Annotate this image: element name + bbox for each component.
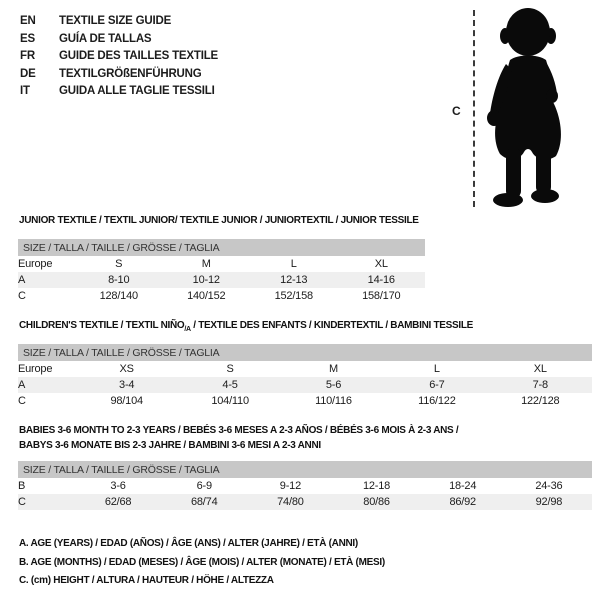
size-cell: 68/74 [190, 496, 218, 508]
size-row-height [18, 393, 592, 409]
children-title-post: / TEXTILE DES ENFANTS / KINDERTEXTIL / BAMBINI TESSILE [190, 320, 474, 331]
row-label: C [18, 290, 26, 302]
babies-title-line2: BABYS 3-6 MONATE BIS 2-3 JAHRE / BAMBINI 3-6 MESI A 2-3 ANNI [19, 440, 321, 451]
note-b-age-months: B. AGE (MONTHS) / EDAD (MESES) / ÂGE (MOIS) / ALTER (MONATE) / ETÀ (MESI) [19, 556, 385, 568]
size-cell: 122/128 [521, 395, 560, 407]
size-cell: 10-12 [192, 274, 220, 286]
legend-notes [19, 535, 385, 591]
size-cell: 158/170 [362, 290, 401, 302]
size-cell: 12-18 [362, 480, 391, 492]
lang-row-en [20, 13, 218, 31]
size-row-europe [18, 361, 592, 377]
size-cell: 98/104 [110, 395, 143, 407]
size-cell: 140/152 [187, 290, 226, 302]
size-cell: 4-5 [222, 379, 238, 391]
size-cell: 92/98 [535, 496, 563, 508]
size-cell: 128/140 [99, 290, 138, 302]
size-cell: XL [533, 363, 547, 375]
height-measure-label: C [452, 104, 461, 118]
table-header-row [18, 239, 425, 256]
lang-code: ES [20, 32, 35, 45]
row-label: C [18, 395, 26, 407]
size-cell: 74/80 [277, 496, 304, 508]
size-cell: 14-16 [367, 274, 395, 286]
language-title-list [20, 13, 218, 101]
size-cell: 152/158 [274, 290, 313, 302]
babies-size-table [18, 461, 592, 510]
size-cell: S [115, 258, 123, 270]
size-cell: 8-10 [108, 274, 130, 286]
children-title-sub: /A [184, 326, 191, 333]
size-header-cell: SIZE / TALLA / TAILLE / GRÖSSE / TAGLIA [18, 239, 425, 256]
babies-table-title [19, 423, 458, 453]
size-cell: 116/122 [418, 395, 456, 407]
size-cell: 6-7 [429, 379, 445, 391]
row-label: C [18, 496, 26, 508]
lang-code: IT [20, 85, 30, 97]
row-label: B [18, 480, 26, 492]
size-header-cell: SIZE / TALLA / TAILLE / GRÖSSE / TAGLIA [18, 344, 592, 361]
lang-row-fr [20, 48, 218, 66]
lang-row-de [20, 66, 218, 84]
children-table-title [19, 318, 473, 337]
lang-label: GUIDA ALLE TAGLIE TESSILI [59, 85, 215, 97]
lang-label: TEXTILE SIZE GUIDE [59, 15, 172, 27]
height-figure [440, 0, 600, 215]
size-row-height [18, 494, 592, 510]
lang-label: GUIDE DES TAILLES TEXTILE [59, 50, 218, 62]
size-cell: S [226, 363, 234, 375]
size-cell: 86/92 [449, 496, 476, 508]
size-cell: 9-12 [279, 480, 301, 492]
baby-silhouette-icon [484, 6, 578, 210]
size-cell: 24-36 [535, 480, 563, 492]
size-cell: L [290, 258, 297, 270]
size-cell: 3-6 [110, 480, 126, 492]
lang-label: TEXTILGRÖßENFÜHRUNG [59, 67, 202, 80]
size-cell: 80/86 [363, 496, 390, 508]
babies-title-line1: BABIES 3-6 MONTH TO 2-3 YEARS / BEBÉS 3-6 MESES A 2-3 AÑOS / BÉBÉS 3-6 MOIS À 2-3 ANS / [19, 425, 459, 436]
row-label: A [18, 274, 26, 286]
size-cell: XL [374, 258, 388, 270]
size-cell: 110/116 [315, 395, 352, 407]
size-cell: M [201, 258, 211, 270]
lang-row-it [20, 83, 218, 101]
size-cell: M [328, 363, 338, 375]
junior-size-table [18, 239, 425, 304]
lang-code: EN [20, 15, 36, 27]
size-cell: XS [119, 363, 134, 375]
size-cell: L [433, 363, 440, 375]
size-row-age [18, 272, 425, 288]
size-cell: 18-24 [449, 480, 477, 492]
size-cell: 12-13 [280, 274, 308, 286]
height-measure-line [473, 10, 475, 207]
row-label: Europe [18, 258, 53, 270]
note-a-age-years: A. AGE (YEARS) / EDAD (AÑOS) / ÂGE (ANS) / ALTER (JAHRE) / ETÀ (ANNI) [19, 538, 358, 549]
table-header-row [18, 461, 592, 478]
children-title-pre: CHILDREN'S TEXTILE / TEXTIL NIÑO [19, 320, 185, 331]
table-header-row [18, 344, 592, 361]
junior-table-title: JUNIOR TEXTILE / TEXTIL JUNIOR/ TEXTILE JUNIOR / JUNIORTEXTIL / JUNIOR TESSILE [19, 215, 419, 226]
size-row-age [18, 377, 592, 393]
lang-row-es [20, 31, 218, 49]
size-cell: 62/68 [104, 496, 132, 508]
size-cell: 3-4 [119, 379, 135, 391]
size-header-cell: SIZE / TALLA / TAILLE / GRÖSSE / TAGLIA [18, 461, 592, 478]
size-row-height [18, 288, 425, 304]
size-cell: 7-8 [532, 379, 548, 391]
size-cell: 104/110 [211, 395, 249, 407]
size-row-months [18, 478, 592, 494]
size-row-europe [18, 256, 425, 272]
row-label: A [18, 379, 26, 391]
size-cell: 6-9 [196, 480, 212, 492]
size-cell: 5-6 [325, 379, 342, 391]
children-size-table [18, 344, 592, 409]
row-label: Europe [18, 363, 53, 375]
lang-label: GUÍA DE TALLAS [59, 32, 152, 45]
lang-code: FR [20, 50, 35, 62]
note-c-height: C. (cm) HEIGHT / ALTURA / HAUTEUR / HÖHE / ALTEZZA [19, 575, 274, 586]
lang-code: DE [20, 67, 36, 80]
